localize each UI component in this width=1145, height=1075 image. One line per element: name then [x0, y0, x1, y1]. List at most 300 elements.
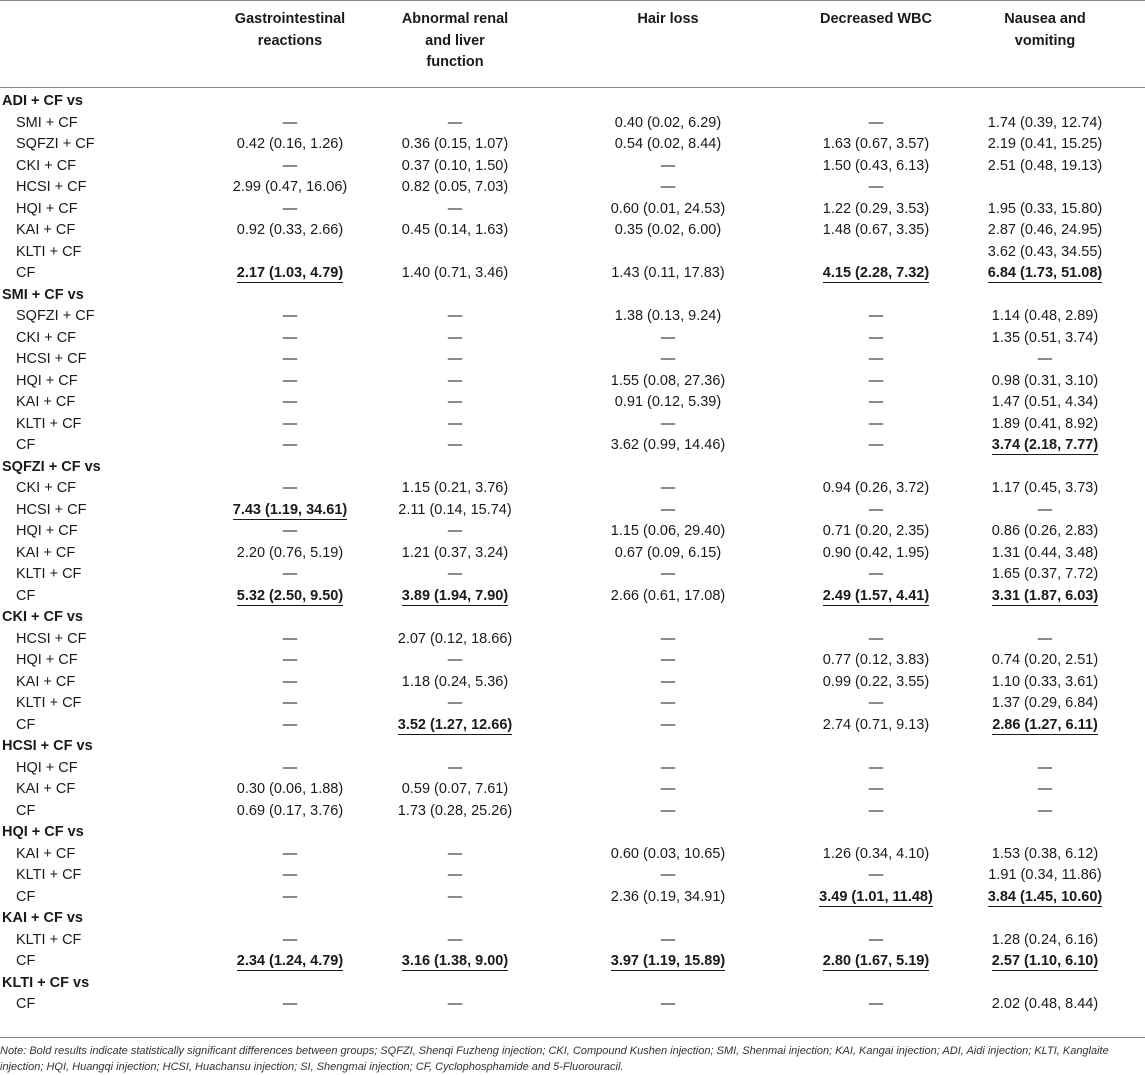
table-row: [0, 349, 1145, 371]
row-label: HQI + CF: [16, 652, 78, 668]
table-row: [0, 758, 1145, 780]
row-label: CF: [16, 888, 36, 905]
cell-value: 0.40 (0.02, 6.29): [614, 114, 722, 131]
table-cell: [335, 543, 575, 565]
table-top-rule: [0, 0, 1145, 1]
table-cell: [548, 951, 788, 973]
cell-value: 1.31 (0.44, 3.48): [991, 544, 1099, 561]
cell-value: —: [282, 480, 298, 496]
group-header-row: [0, 736, 1145, 758]
row-label: SQFZI + CF: [16, 308, 95, 324]
cell-value: —: [282, 308, 298, 324]
table-cell: [548, 844, 788, 866]
cell-value: 1.15 (0.21, 3.76): [401, 480, 509, 496]
table-cell: [548, 650, 788, 672]
table-cell: [925, 177, 1145, 199]
cell-value: —: [1037, 351, 1053, 367]
cell-value: —: [447, 523, 463, 539]
cell-value: 1.38 (0.13, 9.24): [614, 308, 722, 324]
cell-value: 1.65 (0.37, 7.72): [991, 566, 1099, 582]
cell-value: —: [660, 695, 676, 711]
cell-value: —: [660, 630, 676, 647]
table-cell: [548, 328, 788, 350]
table-cell: [335, 414, 575, 436]
cell-value: 0.60 (0.01, 24.53): [610, 200, 726, 217]
significant-value: 2.49 (1.57, 4.41): [822, 587, 930, 604]
cell-value: 0.92 (0.33, 2.66): [236, 222, 344, 238]
table-row: [0, 328, 1145, 350]
cell-value: —: [282, 673, 298, 690]
table-cell: [925, 629, 1145, 651]
header-rule: [0, 87, 1145, 88]
cell-value: 1.91 (0.34, 11.86): [988, 867, 1102, 883]
cell-value: —: [447, 394, 463, 410]
table-cell: [548, 177, 788, 199]
table-cell: [335, 199, 575, 221]
significant-value: 3.31 (1.87, 6.03): [991, 587, 1099, 604]
table-cell: [925, 328, 1145, 350]
cell-value: 2.99 (0.47, 16.06): [232, 179, 348, 195]
cell-value: —: [660, 329, 676, 346]
cell-value: 2.74 (0.71, 9.13): [822, 716, 930, 733]
cell-value: 1.40 (0.71, 3.46): [401, 265, 509, 281]
cell-value: 0.74 (0.20, 2.51): [991, 652, 1099, 668]
cell-value: —: [868, 114, 884, 131]
table-cell: [548, 629, 788, 651]
row-label: KLTI + CF: [16, 931, 82, 948]
cell-value: 0.94 (0.26, 3.72): [822, 480, 930, 496]
cell-value: 2.20 (0.76, 5.19): [236, 544, 344, 561]
table-cell: [335, 994, 575, 1016]
table-cell: [548, 392, 788, 414]
table-cell: [925, 263, 1145, 285]
cell-value: 0.54 (0.02, 8.44): [614, 136, 722, 152]
cell-value: —: [447, 351, 463, 367]
cell-value: 1.37 (0.29, 6.84): [991, 695, 1099, 711]
cell-value: 1.48 (0.67, 3.35): [822, 222, 930, 238]
table-cell: [335, 328, 575, 350]
table-row: [0, 220, 1145, 242]
table-row: [0, 242, 1145, 264]
table-cell: [548, 263, 788, 285]
significant-value: 3.84 (1.45, 10.60): [987, 888, 1103, 905]
cell-value: 1.95 (0.33, 15.80): [987, 200, 1103, 217]
cell-value: 2.19 (0.41, 15.25): [987, 136, 1103, 152]
significant-value: 3.89 (1.94, 7.90): [401, 587, 509, 604]
table-cell: [548, 220, 788, 242]
group-header-row: [0, 285, 1145, 307]
cell-value: —: [868, 437, 884, 453]
table-cell: [925, 758, 1145, 780]
row-label: KAI + CF: [16, 544, 76, 561]
cell-value: —: [660, 415, 676, 432]
group-label: SMI + CF vs: [2, 286, 84, 303]
table-cell: [335, 779, 575, 801]
cell-value: 2.07 (0.12, 18.66): [397, 630, 513, 647]
table-cell: [925, 414, 1145, 436]
table-cell: [548, 994, 788, 1016]
cell-value: —: [660, 351, 676, 367]
cell-value: 1.63 (0.67, 3.57): [822, 136, 930, 152]
cell-value: 1.89 (0.41, 8.92): [991, 415, 1099, 432]
table-cell: [335, 435, 575, 457]
cell-value: —: [660, 996, 676, 1012]
table-row: [0, 887, 1145, 909]
cell-value: 2.87 (0.46, 24.95): [987, 222, 1103, 238]
cell-value: 1.28 (0.24, 6.16): [991, 931, 1099, 948]
table-cell: [925, 715, 1145, 737]
group-header-row: [0, 91, 1145, 113]
header-gastrointestinal-reactions: Gastrointestinal reactions: [234, 11, 346, 49]
group-header-row: [0, 908, 1145, 930]
cell-value: 0.60 (0.03, 10.65): [610, 845, 726, 862]
table-cell: [925, 156, 1145, 178]
cell-value: —: [447, 329, 463, 346]
table-row: [0, 693, 1145, 715]
cell-value: —: [282, 372, 298, 389]
cell-value: —: [282, 695, 298, 711]
significant-value: 3.74 (2.18, 7.77): [991, 437, 1099, 453]
cell-value: —: [447, 695, 463, 711]
row-label: KAI + CF: [16, 845, 76, 862]
cell-value: 1.17 (0.45, 3.73): [991, 480, 1099, 496]
table-row: [0, 500, 1145, 522]
row-label: HCSI + CF: [16, 179, 87, 195]
table-cell: [925, 113, 1145, 135]
table-row: [0, 263, 1145, 285]
cell-value: 0.30 (0.06, 1.88): [236, 781, 344, 797]
table-body: [0, 91, 1145, 1016]
table-row: [0, 478, 1145, 500]
table-cell: [925, 672, 1145, 694]
significant-value: 2.17 (1.03, 4.79): [236, 265, 344, 281]
cell-value: 3.62 (0.99, 14.46): [610, 437, 726, 453]
group-label: KLTI + CF vs: [2, 974, 90, 991]
table-cell: [335, 758, 575, 780]
table-row: [0, 543, 1145, 565]
cell-value: 0.37 (0.10, 1.50): [401, 157, 509, 174]
table-row: [0, 779, 1145, 801]
table-cell: [548, 543, 788, 565]
cell-value: 0.36 (0.15, 1.07): [401, 136, 509, 152]
significant-value: 2.86 (1.27, 6.11): [992, 716, 1098, 733]
row-label: KLTI + CF: [16, 695, 82, 711]
table-cell: [925, 887, 1145, 909]
table-cell: [548, 672, 788, 694]
table-row: [0, 177, 1145, 199]
cell-value: —: [660, 673, 676, 690]
cell-value: —: [447, 415, 463, 432]
cell-value: —: [447, 372, 463, 389]
table-cell: [335, 865, 575, 887]
cell-value: 0.77 (0.12, 3.83): [822, 652, 930, 668]
table-cell: [548, 865, 788, 887]
cell-value: —: [868, 931, 884, 948]
group-header-row: [0, 457, 1145, 479]
table-row: [0, 435, 1145, 457]
cell-value: —: [282, 523, 298, 539]
table-cell: [335, 586, 575, 608]
table-cell: [335, 887, 575, 909]
cell-value: —: [282, 415, 298, 432]
header-decreased-wbc: Decreased WBC: [819, 11, 932, 27]
row-label: CF: [16, 996, 36, 1012]
table-row: [0, 564, 1145, 586]
table-cell: [335, 134, 575, 156]
row-label: CF: [16, 953, 36, 969]
cell-value: 1.43 (0.11, 17.83): [611, 265, 725, 281]
table-note: Note: Bold results indicate statistically significant differences between groups; SQFZI, Shenqi Fuzheng injection; CKI, Compound Kushen injection; SMI, Shenmai injection; KAI, Kangai injection; ADI, Aidi injection; KLTI, Kanglaite injection; HQI, Huangqi injection; HCSI, Huachansu injection; SI, Shengmai injection; CF, Cyclophosphamide and 5-Fluorouracil.: [0, 1045, 1109, 1073]
table-cell: [925, 306, 1145, 328]
table-cell: [548, 156, 788, 178]
row-label: CF: [16, 802, 36, 819]
row-label: HCSI + CF: [16, 630, 87, 647]
significant-value: 4.15 (2.28, 7.32): [822, 265, 930, 281]
cell-value: —: [1037, 630, 1053, 647]
group-label: CKI + CF vs: [2, 609, 83, 625]
cell-value: —: [1037, 781, 1053, 797]
table-cell: [548, 779, 788, 801]
cell-value: —: [447, 437, 463, 453]
table-row: [0, 156, 1145, 178]
row-label: SQFZI + CF: [16, 136, 95, 152]
cell-value: 1.73 (0.28, 25.26): [397, 802, 513, 819]
table-row: [0, 715, 1145, 737]
cell-value: —: [660, 931, 676, 948]
cell-value: —: [447, 888, 463, 905]
table-cell: [548, 306, 788, 328]
row-label: KLTI + CF: [16, 867, 82, 883]
cell-value: —: [447, 308, 463, 324]
cell-value: —: [868, 781, 884, 797]
table-cell: [925, 242, 1145, 264]
cell-value: —: [1037, 802, 1053, 819]
cell-value: 2.11 (0.14, 15.74): [398, 501, 512, 518]
table-cell: [925, 564, 1145, 586]
table-cell: [925, 586, 1145, 608]
table-cell: [925, 349, 1145, 371]
cell-value: —: [282, 200, 298, 217]
cell-value: 0.86 (0.26, 2.83): [991, 523, 1099, 539]
row-label: HQI + CF: [16, 523, 78, 539]
cell-value: —: [868, 329, 884, 346]
cell-value: —: [868, 351, 884, 367]
cell-value: —: [447, 652, 463, 668]
cell-value: 1.14 (0.48, 2.89): [991, 308, 1099, 324]
cell-value: 1.53 (0.38, 6.12): [991, 845, 1099, 862]
group-label: SQFZI + CF vs: [2, 458, 101, 475]
table-cell: [925, 392, 1145, 414]
table-cell: [335, 263, 575, 285]
table-row: [0, 521, 1145, 543]
table-row: [0, 392, 1145, 414]
cell-value: —: [282, 716, 298, 733]
table-row: [0, 650, 1145, 672]
table-cell: [335, 113, 575, 135]
group-label: ADI + CF vs: [2, 93, 83, 109]
cell-value: —: [868, 566, 884, 582]
table-cell: [548, 134, 788, 156]
significant-value: 6.84 (1.73, 51.08): [987, 265, 1103, 281]
table-cell: [925, 435, 1145, 457]
cell-value: —: [1037, 501, 1053, 518]
group-label: HCSI + CF vs: [2, 738, 93, 754]
table-cell: [335, 629, 575, 651]
table-cell: [335, 521, 575, 543]
significant-value: 2.57 (1.10, 6.10): [991, 953, 1099, 969]
table-row: [0, 672, 1145, 694]
cell-value: 1.21 (0.37, 3.24): [401, 544, 509, 561]
table-row: [0, 844, 1145, 866]
table-cell: [925, 801, 1145, 823]
cell-value: 0.98 (0.31, 3.10): [991, 372, 1099, 389]
cell-value: —: [447, 931, 463, 948]
cell-value: 1.22 (0.29, 3.53): [822, 200, 930, 217]
table-cell: [335, 951, 575, 973]
row-label: HQI + CF: [16, 759, 78, 776]
table-cell: [548, 887, 788, 909]
table-cell: [335, 392, 575, 414]
table-cell: [925, 543, 1145, 565]
table-cell: [335, 306, 575, 328]
table-row: [0, 306, 1145, 328]
table-cell: [548, 199, 788, 221]
cell-value: —: [660, 781, 676, 797]
cell-value: —: [282, 351, 298, 367]
table-cell: [335, 715, 575, 737]
cell-value: —: [447, 114, 463, 131]
table-cell: [925, 951, 1145, 973]
table-cell: [335, 156, 575, 178]
cell-value: —: [868, 996, 884, 1012]
row-label: CF: [16, 716, 36, 733]
row-label: HQI + CF: [16, 372, 78, 389]
cell-value: —: [447, 200, 463, 217]
group-header-row: [0, 973, 1145, 995]
table-cell: [335, 693, 575, 715]
row-label: KLTI + CF: [16, 566, 82, 582]
significant-value: 2.34 (1.24, 4.79): [236, 953, 344, 969]
table-cell: [548, 564, 788, 586]
table-cell: [548, 930, 788, 952]
table-cell: [548, 758, 788, 780]
table-cell: [335, 242, 575, 264]
table-cell: [548, 113, 788, 135]
cell-value: —: [282, 845, 298, 862]
row-label: CF: [16, 587, 36, 604]
cell-value: 0.45 (0.14, 1.63): [401, 222, 509, 238]
table-cell: [548, 715, 788, 737]
table-row: [0, 371, 1145, 393]
cell-value: 1.35 (0.51, 3.74): [991, 329, 1099, 346]
header-nausea-vomiting: Nausea and vomiting: [1004, 11, 1086, 49]
row-label: KAI + CF: [16, 781, 76, 797]
cell-value: —: [282, 630, 298, 647]
table-cell: [548, 414, 788, 436]
table-cell: [335, 844, 575, 866]
cell-value: —: [868, 372, 884, 389]
row-label: CKI + CF: [16, 480, 77, 496]
cell-value: —: [1037, 759, 1053, 776]
cell-value: —: [868, 802, 884, 819]
table-cell: [548, 371, 788, 393]
table-cell: [548, 478, 788, 500]
table-cell: [925, 220, 1145, 242]
cell-value: —: [868, 501, 884, 518]
cell-value: 1.15 (0.06, 29.40): [610, 523, 726, 539]
table-row: [0, 801, 1145, 823]
table-bottom-rule: [0, 1037, 1145, 1038]
cell-value: —: [447, 759, 463, 776]
significant-value: 5.32 (2.50, 9.50): [236, 587, 344, 604]
table-cell: [925, 994, 1145, 1016]
table-row: [0, 414, 1145, 436]
cell-value: —: [868, 759, 884, 776]
cell-value: —: [282, 867, 298, 883]
table-cell: [925, 134, 1145, 156]
table-cell: [335, 801, 575, 823]
cell-value: —: [660, 652, 676, 668]
cell-value: —: [660, 867, 676, 883]
cell-value: 0.90 (0.42, 1.95): [822, 544, 930, 561]
group-label: KAI + CF vs: [2, 910, 83, 926]
table-cell: [548, 435, 788, 457]
table-cell: [335, 672, 575, 694]
significant-value: 3.52 (1.27, 12.66): [397, 716, 513, 733]
cell-value: 1.74 (0.39, 12.74): [987, 114, 1103, 131]
cell-value: 2.36 (0.19, 34.91): [610, 888, 726, 905]
cell-value: —: [282, 329, 298, 346]
cell-value: 2.02 (0.48, 8.44): [991, 996, 1099, 1012]
cell-value: 2.51 (0.48, 19.13): [987, 157, 1103, 174]
table-cell: [335, 371, 575, 393]
cell-value: —: [447, 566, 463, 582]
table-cell: [548, 586, 788, 608]
cell-value: —: [868, 179, 884, 195]
table-cell: [335, 177, 575, 199]
cell-value: —: [282, 652, 298, 668]
table-cell: [335, 500, 575, 522]
cell-value: —: [660, 566, 676, 582]
cell-value: —: [282, 157, 298, 174]
cell-value: —: [447, 845, 463, 862]
table-cell: [335, 564, 575, 586]
table-cell: [925, 930, 1145, 952]
cell-value: —: [447, 996, 463, 1012]
cell-value: —: [660, 157, 676, 174]
cell-value: —: [282, 394, 298, 410]
table-cell: [548, 521, 788, 543]
table-row: [0, 951, 1145, 973]
table-row: [0, 865, 1145, 887]
table-row: [0, 930, 1145, 952]
table-cell: [925, 650, 1145, 672]
cell-value: —: [282, 114, 298, 131]
row-label: HCSI + CF: [16, 501, 87, 518]
table-cell: [335, 349, 575, 371]
header-hair-loss: Hair loss: [637, 11, 699, 27]
table-row: [0, 134, 1145, 156]
header-abnormal-renal-liver-function: Abnormal renal and liver function: [401, 11, 509, 70]
cell-value: 1.50 (0.43, 6.13): [822, 157, 930, 174]
cell-value: 0.59 (0.07, 7.61): [401, 781, 509, 797]
cell-value: —: [660, 802, 676, 819]
cell-value: —: [868, 867, 884, 883]
row-label: KAI + CF: [16, 673, 76, 690]
cell-value: 0.35 (0.02, 6.00): [614, 222, 722, 238]
table-cell: [925, 844, 1145, 866]
cell-value: —: [660, 716, 676, 733]
